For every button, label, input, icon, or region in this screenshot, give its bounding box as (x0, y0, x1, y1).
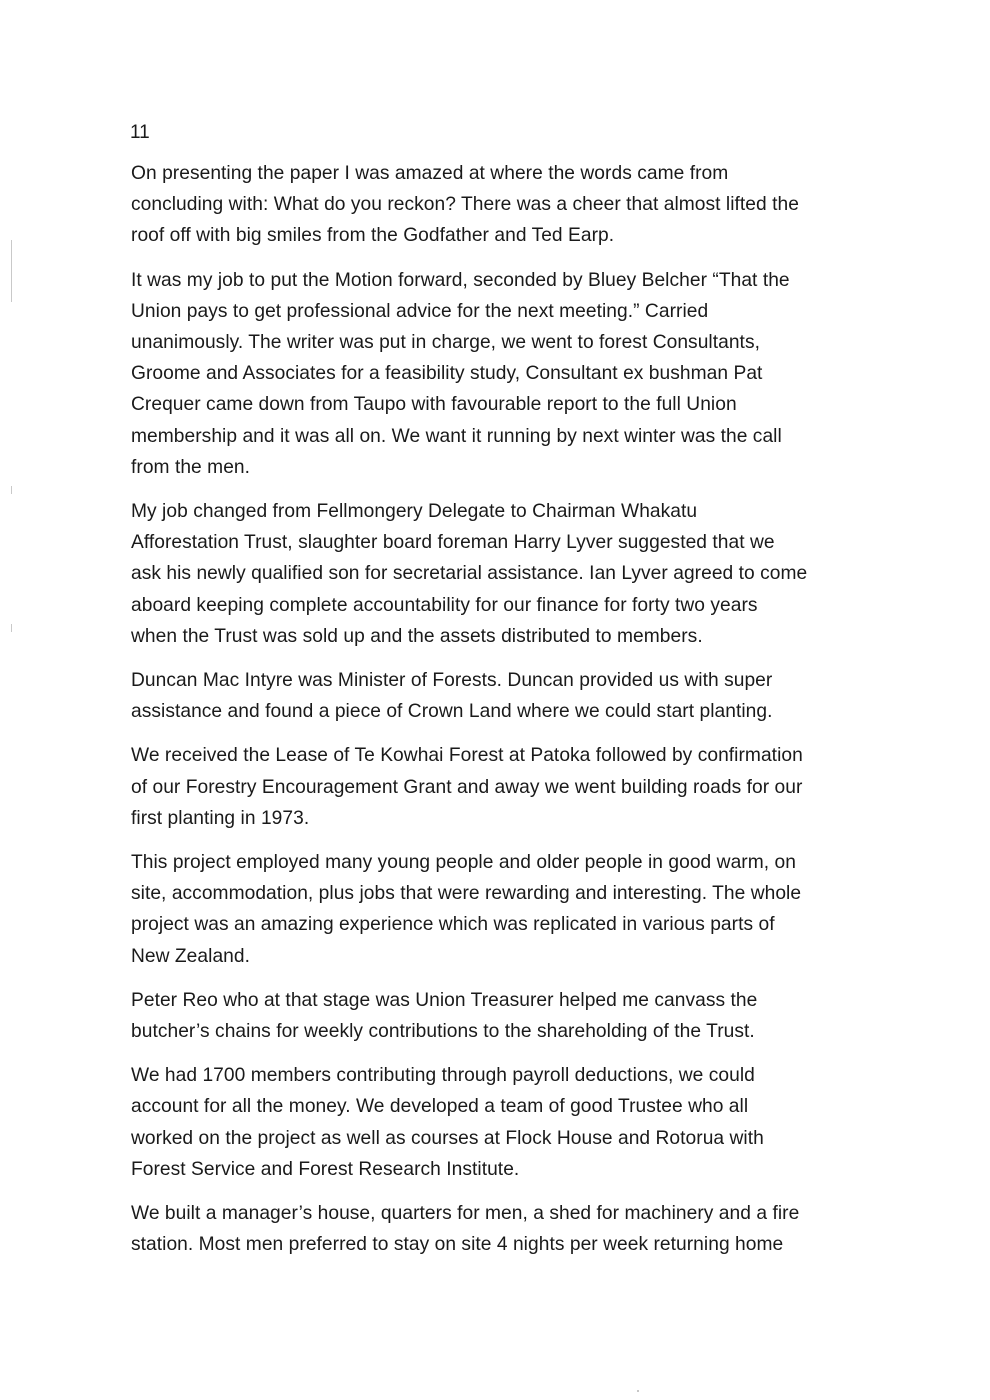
text-line: On presenting the paper I was amazed at where the words came from (131, 163, 729, 184)
text-line: roof off with big smiles from the Godfather and Ted Earp. (131, 225, 615, 247)
text-line: unanimously. The writer was put in charge, we went to forest Consultants, (131, 332, 760, 354)
text-line: account for all the money. We developed a team of good Trustee who all (131, 1096, 749, 1118)
paragraph (131, 985, 891, 1047)
text-line: Peter Reo who at that stage was Union Treasurer helped me canvass the (131, 989, 758, 1011)
text-line: Groome and Associates for a feasibility study, Consultant ex bushman Pat (131, 363, 763, 385)
text-line: project was an amazing experience which was replicated in various parts of (131, 914, 775, 936)
scan-artifact (11, 624, 12, 632)
text-line: Crequer came down from Taupo with favourable report to the full Union (131, 394, 737, 416)
text-line: We had 1700 members contributing through payroll deductions, we could (131, 1065, 755, 1087)
text-line: butcher’s chains for weekly contributions to the shareholding of the Trust. (131, 1021, 755, 1043)
text-line: Forest Service and Forest Research Institute. (131, 1158, 520, 1180)
text-line: Duncan Mac Intyre was Minister of Forests. Duncan provided us with super (131, 670, 773, 692)
paragraph (131, 847, 891, 972)
scan-artifact (11, 486, 12, 494)
text-line: It was my job to put the Motion forward, seconded by Bluey Belcher “That the (131, 269, 790, 291)
text-line: first planting in 1973. (131, 807, 310, 829)
text-line: of our Forestry Encouragement Grant and away we went building roads for our (131, 776, 803, 798)
scan-speck (637, 1390, 639, 1392)
paragraph (131, 665, 891, 727)
text-line: worked on the project as well as courses at Flock House and Rotorua with (131, 1127, 764, 1149)
body-text (131, 158, 891, 1274)
text-line: station. Most men preferred to stay on site 4 nights per week returning home (131, 1234, 784, 1256)
paragraph (131, 496, 891, 652)
text-line: aboard keeping complete accountability for our finance for forty two years (131, 594, 758, 616)
text-line: We received the Lease of Te Kowhai Forest at Patoka followed by confirmation (131, 745, 803, 767)
text-line: My job changed from Fellmongery Delegate to Chairman Whakatu (131, 501, 698, 523)
text-line: This project employed many young people and older people in good warm, on (131, 852, 796, 874)
text-line: Union pays to get professional advice for the next meeting.” Carried (131, 300, 709, 322)
text-line: membership and it was all on. We want it running by next winter was the call (131, 425, 782, 447)
text-line: Afforestation Trust, slaughter board foreman Harry Lyver suggested that we (131, 532, 775, 554)
paragraph (131, 265, 891, 483)
scan-artifact (11, 240, 12, 302)
page-number: 11 (130, 122, 150, 143)
paragraph (131, 158, 891, 252)
text-line: We built a manager’s house, quarters for men, a shed for machinery and a fire (131, 1203, 800, 1225)
text-line: New Zealand. (131, 945, 250, 967)
paragraph (131, 740, 891, 834)
text-line: site, accommodation, plus jobs that were rewarding and interesting. The whole (131, 883, 802, 905)
paragraph (131, 1198, 891, 1260)
text-line: from the men. (131, 456, 251, 478)
paragraph (131, 1060, 891, 1185)
text-line: concluding with: What do you reckon? There was a cheer that almost lifted the (131, 194, 799, 216)
text-line: when the Trust was sold up and the assets distributed to members. (131, 625, 703, 647)
text-line: ask his newly qualified son for secretarial assistance. Ian Lyver agreed to come (131, 563, 808, 585)
text-line: assistance and found a piece of Crown Land where we could start planting. (131, 701, 773, 723)
